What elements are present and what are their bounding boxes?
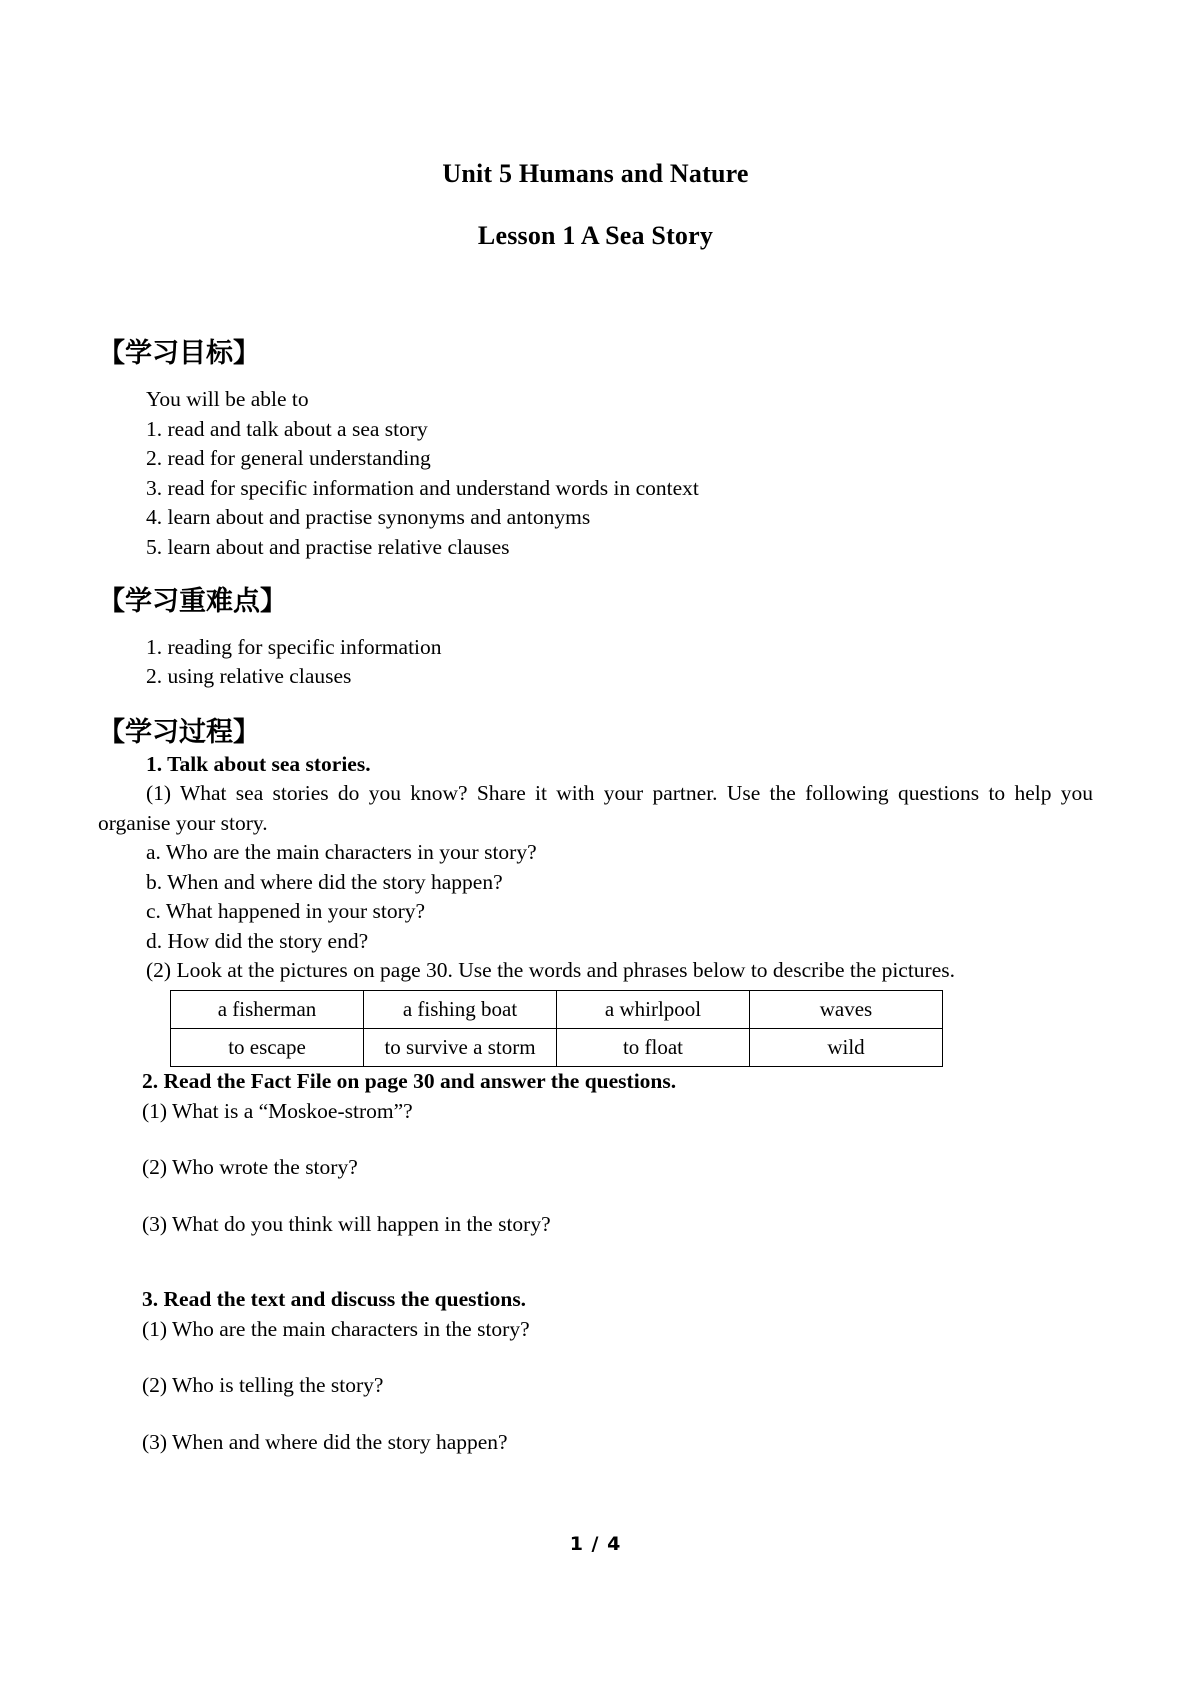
table-cell: to float xyxy=(557,1028,750,1066)
table-cell: to survive a storm xyxy=(364,1028,557,1066)
task1-question-a: a. Who are the main characters in your story? xyxy=(146,840,537,865)
task3-title: 3. Read the text and discuss the questions. xyxy=(142,1287,527,1312)
task2-question-3: (3) What do you think will happen in the story? xyxy=(142,1211,551,1236)
task2-question-2: (2) Who wrote the story? xyxy=(142,1155,358,1180)
document-title-line-2: Lesson 1 A Sea Story xyxy=(477,221,714,251)
objectives-item-2: 2. read for general understanding xyxy=(146,446,431,471)
section-heading-key-points: 【学习重难点】 xyxy=(98,586,287,618)
section-heading-objectives: 【学习目标】 xyxy=(98,338,260,370)
table-cell: a whirlpool xyxy=(557,990,750,1028)
table-cell: to escape xyxy=(171,1028,364,1066)
task1-prompt-2: (2) Look at the pictures on page 30. Use the words and phrases below to describe the pictures. xyxy=(146,958,956,983)
section-heading-process: 【学习过程】 xyxy=(98,716,260,748)
objectives-item-4: 4. learn about and practise synonyms and antonyms xyxy=(146,505,591,530)
task1-question-d: d. How did the story end? xyxy=(146,928,369,953)
key-points-item-1: 1. reading for specific information xyxy=(146,634,442,659)
table-cell: a fisherman xyxy=(171,990,364,1028)
task1-question-b: b. When and where did the story happen? xyxy=(146,869,503,894)
task3-question-3: (3) When and where did the story happen? xyxy=(142,1429,508,1454)
task1-question-c: c. What happened in your story? xyxy=(146,899,426,924)
objectives-intro: You will be able to xyxy=(146,387,309,412)
task3-question-1: (1) Who are the main characters in the story? xyxy=(142,1316,530,1341)
table-row xyxy=(171,990,943,1028)
objectives-item-1: 1. read and talk about a sea story xyxy=(146,416,428,441)
key-points-item-2: 2. using relative clauses xyxy=(146,664,352,689)
page-number-footer: 1 / 4 xyxy=(569,1533,622,1555)
table-cell: waves xyxy=(750,990,943,1028)
task2-question-1: (1) What is a “Moskoe-strom”? xyxy=(142,1098,413,1123)
section-spacer xyxy=(98,1239,1093,1258)
task1-prompt: (1) What sea stories do you know? Share it with your partner. Use the following questions to help you organise your story. xyxy=(98,781,1093,835)
task2-title: 2. Read the Fact File on page 30 and answer the questions. xyxy=(142,1069,677,1094)
table-cell: a fishing boat xyxy=(364,990,557,1028)
objectives-item-3: 3. read for specific information and understand words in context xyxy=(146,475,699,500)
table-cell: wild xyxy=(750,1028,943,1066)
document-title-line-1: Unit 5 Humans and Nature xyxy=(442,159,749,188)
objectives-item-5: 5. learn about and practise relative clauses xyxy=(146,534,510,559)
task3-question-2: (2) Who is telling the story? xyxy=(142,1373,384,1398)
word-phrase-table xyxy=(170,990,943,1068)
table-row xyxy=(171,1028,943,1066)
task1-title: 1. Talk about sea stories. xyxy=(146,751,371,776)
